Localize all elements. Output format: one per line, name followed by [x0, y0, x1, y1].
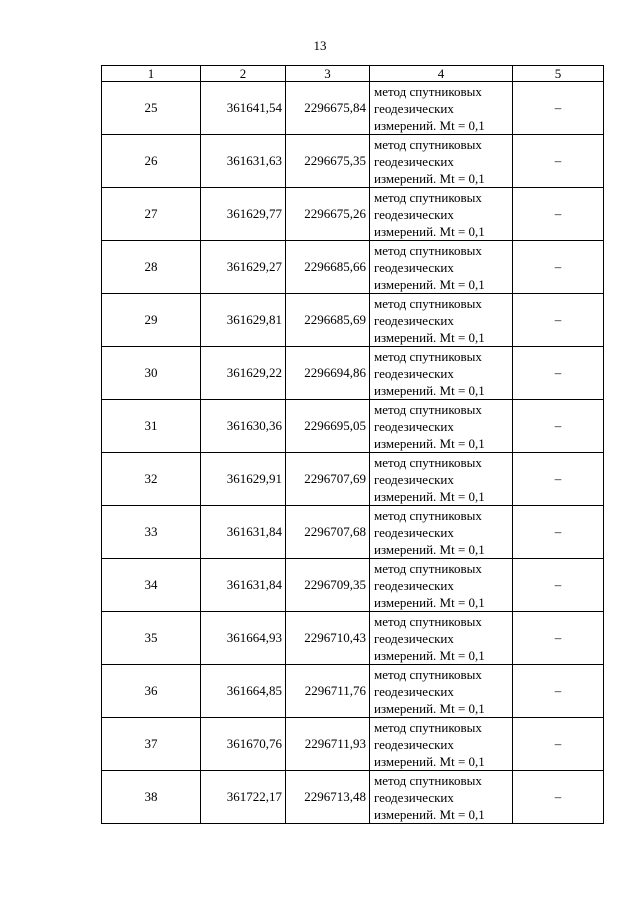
method-cell: [370, 612, 513, 665]
point-number-cell: 36: [102, 665, 201, 718]
y-coordinate-cell: 2296709,35: [286, 559, 370, 612]
method-cell: [370, 718, 513, 771]
y-coordinate-cell: 2296675,84: [286, 82, 370, 135]
table-row: [102, 718, 604, 771]
point-number-cell: 25: [102, 82, 201, 135]
method-text-line: геодезических: [374, 789, 454, 805]
y-coordinate-cell: 2296675,35: [286, 135, 370, 188]
method-cell: [370, 771, 513, 824]
note-cell: –: [513, 241, 604, 294]
method-text-line: измерений. Mt = 0,1: [374, 806, 485, 822]
method-text-line: измерений. Mt = 0,1: [374, 382, 485, 398]
x-coordinate-cell: 361664,93: [201, 612, 286, 665]
table-row: [102, 665, 604, 718]
method-text-line: геодезических: [374, 418, 454, 434]
x-coordinate-cell: 361670,76: [201, 718, 286, 771]
table-row: [102, 135, 604, 188]
note-cell: –: [513, 453, 604, 506]
header-row: [102, 66, 604, 82]
point-number-cell: 27: [102, 188, 201, 241]
x-coordinate-cell: 361722,17: [201, 771, 286, 824]
point-number-cell: 28: [102, 241, 201, 294]
method-text-line: геодезических: [374, 577, 454, 593]
note-cell: –: [513, 188, 604, 241]
point-number-cell: 26: [102, 135, 201, 188]
page-number: 13: [313, 38, 327, 53]
note-cell: –: [513, 718, 604, 771]
note-cell: –: [513, 135, 604, 188]
coordinates-table: [101, 65, 604, 824]
y-coordinate-cell: 2296711,93: [286, 718, 370, 771]
x-coordinate-cell: 361629,91: [201, 453, 286, 506]
method-cell: [370, 453, 513, 506]
y-coordinate-cell: 2296713,48: [286, 771, 370, 824]
x-coordinate-cell: 361630,36: [201, 400, 286, 453]
method-text-line: геодезических: [374, 259, 454, 275]
y-coordinate-cell: 2296675,26: [286, 188, 370, 241]
x-coordinate-cell: 361629,27: [201, 241, 286, 294]
table-row: [102, 400, 604, 453]
method-text-line: измерений. Mt = 0,1: [374, 488, 485, 504]
method-text-line: метод спутниковых: [374, 83, 482, 99]
method-text-line: геодезических: [374, 683, 454, 699]
note-cell: –: [513, 771, 604, 824]
method-text-line: измерений. Mt = 0,1: [374, 647, 485, 663]
note-cell: –: [513, 506, 604, 559]
method-text-line: геодезических: [374, 524, 454, 540]
table-row: [102, 82, 604, 135]
method-text-line: метод спутниковых: [374, 348, 482, 364]
method-text-line: измерений. Mt = 0,1: [374, 594, 485, 610]
table-row: [102, 453, 604, 506]
method-cell: [370, 506, 513, 559]
method-text-line: метод спутниковых: [374, 136, 482, 152]
note-cell: –: [513, 347, 604, 400]
y-coordinate-cell: 2296711,76: [286, 665, 370, 718]
table-row: [102, 771, 604, 824]
method-text-line: геодезических: [374, 206, 454, 222]
method-text-line: метод спутниковых: [374, 401, 482, 417]
method-text-line: измерений. Mt = 0,1: [374, 223, 485, 239]
method-cell: [370, 241, 513, 294]
table-row: [102, 294, 604, 347]
method-text-line: метод спутниковых: [374, 507, 482, 523]
x-coordinate-cell: 361631,84: [201, 559, 286, 612]
y-coordinate-cell: 2296695,05: [286, 400, 370, 453]
method-cell: [370, 665, 513, 718]
method-text-line: измерений. Mt = 0,1: [374, 276, 485, 292]
point-number-cell: 32: [102, 453, 201, 506]
method-text-line: измерений. Mt = 0,1: [374, 753, 485, 769]
x-coordinate-cell: 361664,85: [201, 665, 286, 718]
method-text-line: измерений. Mt = 0,1: [374, 700, 485, 716]
column-header-3: 3: [286, 66, 370, 82]
column-header-5: 5: [513, 66, 604, 82]
method-cell: [370, 82, 513, 135]
method-text-line: геодезических: [374, 736, 454, 752]
method-text-line: геодезических: [374, 312, 454, 328]
point-number-cell: 35: [102, 612, 201, 665]
y-coordinate-cell: 2296685,69: [286, 294, 370, 347]
note-cell: –: [513, 294, 604, 347]
method-text-line: метод спутниковых: [374, 613, 482, 629]
x-coordinate-cell: 361629,81: [201, 294, 286, 347]
method-text-line: метод спутниковых: [374, 189, 482, 205]
method-text-line: метод спутниковых: [374, 772, 482, 788]
note-cell: –: [513, 612, 604, 665]
method-text-line: метод спутниковых: [374, 295, 482, 311]
table-row: [102, 559, 604, 612]
table-row: [102, 506, 604, 559]
table-row: [102, 347, 604, 400]
note-cell: –: [513, 559, 604, 612]
method-text-line: геодезических: [374, 153, 454, 169]
method-text-line: геодезических: [374, 365, 454, 381]
column-header-2: 2: [201, 66, 286, 82]
y-coordinate-cell: 2296710,43: [286, 612, 370, 665]
method-cell: [370, 294, 513, 347]
note-cell: –: [513, 82, 604, 135]
table-row: [102, 241, 604, 294]
method-text-line: измерений. Mt = 0,1: [374, 329, 485, 345]
method-text-line: геодезических: [374, 100, 454, 116]
method-cell: [370, 135, 513, 188]
method-text-line: геодезических: [374, 630, 454, 646]
point-number-cell: 38: [102, 771, 201, 824]
method-cell: [370, 559, 513, 612]
y-coordinate-cell: 2296707,68: [286, 506, 370, 559]
table-row: [102, 612, 604, 665]
point-number-cell: 33: [102, 506, 201, 559]
method-text-line: метод спутниковых: [374, 719, 482, 735]
method-cell: [370, 400, 513, 453]
y-coordinate-cell: 2296685,66: [286, 241, 370, 294]
y-coordinate-cell: 2296707,69: [286, 453, 370, 506]
point-number-cell: 29: [102, 294, 201, 347]
method-text-line: измерений. Mt = 0,1: [374, 541, 485, 557]
x-coordinate-cell: 361629,22: [201, 347, 286, 400]
note-cell: –: [513, 665, 604, 718]
column-header-4: 4: [370, 66, 513, 82]
method-cell: [370, 347, 513, 400]
point-number-cell: 30: [102, 347, 201, 400]
y-coordinate-cell: 2296694,86: [286, 347, 370, 400]
method-text-line: измерений. Mt = 0,1: [374, 117, 485, 133]
method-text-line: измерений. Mt = 0,1: [374, 435, 485, 451]
method-text-line: метод спутниковых: [374, 666, 482, 682]
method-text-line: геодезических: [374, 471, 454, 487]
x-coordinate-cell: 361641,54: [201, 82, 286, 135]
method-text-line: метод спутниковых: [374, 560, 482, 576]
method-text-line: метод спутниковых: [374, 242, 482, 258]
table-row: [102, 188, 604, 241]
x-coordinate-cell: 361629,77: [201, 188, 286, 241]
point-number-cell: 37: [102, 718, 201, 771]
column-header-1: 1: [102, 66, 201, 82]
note-cell: –: [513, 400, 604, 453]
method-text-line: метод спутниковых: [374, 454, 482, 470]
x-coordinate-cell: 361631,84: [201, 506, 286, 559]
method-cell: [370, 188, 513, 241]
x-coordinate-cell: 361631,63: [201, 135, 286, 188]
point-number-cell: 34: [102, 559, 201, 612]
method-text-line: измерений. Mt = 0,1: [374, 170, 485, 186]
point-number-cell: 31: [102, 400, 201, 453]
